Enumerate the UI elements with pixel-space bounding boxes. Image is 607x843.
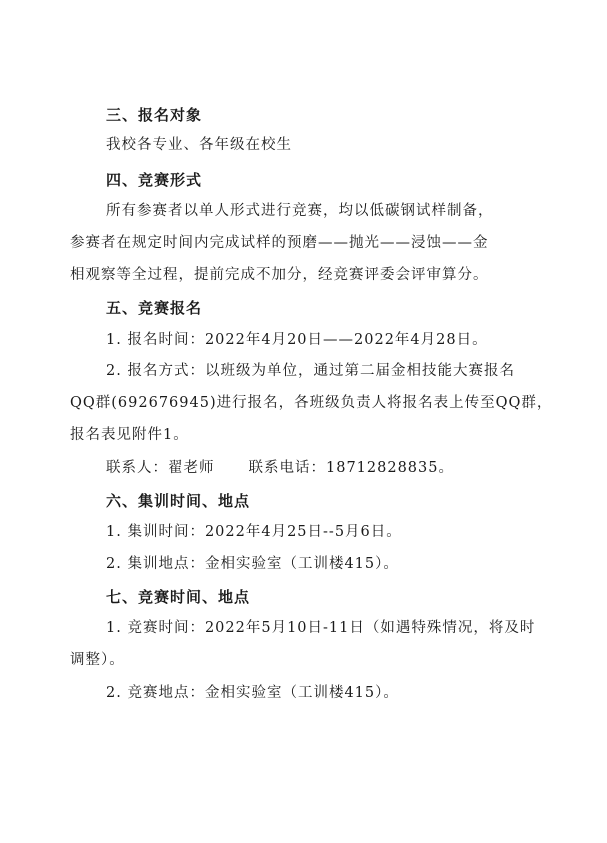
format-text-line-2: 参赛者在规定时间内完成试样的预磨——抛光——浸蚀——金 xyxy=(70,235,489,251)
contact-person-label: 联系人： xyxy=(106,460,168,476)
section-heading-format: 四、竞赛形式 xyxy=(106,171,203,189)
contact-phone-label: 联系电话： xyxy=(248,460,326,476)
contact-phone: 18712828835。 xyxy=(326,460,454,476)
competition-time-line-1: 1. 竞赛时间：2022年5月10日-11日（如遇特殊情况，将及时 xyxy=(106,620,536,636)
format-text-line-1: 所有参赛者以单人形式进行竞赛，均以低碳钢试样制备， xyxy=(106,203,494,219)
registration-method-line-1: 2. 报名方式：以班级为单位，通过第二届金相技能大赛报名 xyxy=(106,363,515,379)
competition-location: 2. 竞赛地点：金相实验室（工训楼415）。 xyxy=(106,685,399,701)
contact-person: 翟老师 xyxy=(168,460,215,476)
contact-line xyxy=(106,458,454,478)
section-heading-registration: 五、竞赛报名 xyxy=(106,299,203,317)
section-heading-training: 六、集训时间、地点 xyxy=(106,492,251,510)
format-text-line-3: 相观察等全过程，提前完成不加分，经竞赛评委会评审算分。 xyxy=(70,267,489,283)
registration-method-line-2: QQ群(692676945)进行报名，各班级负责人将报名表上传至QQ群， xyxy=(70,395,553,411)
competition-time-line-2: 调整）。 xyxy=(70,652,125,668)
registration-method-line-3: 报名表见附件1。 xyxy=(70,427,189,443)
section-heading-competition: 七、竞赛时间、地点 xyxy=(106,588,251,606)
section-heading-eligibility: 三、报名对象 xyxy=(106,106,203,124)
registration-time: 1. 报名时间：2022年4月20日——2022年4月28日。 xyxy=(106,332,488,348)
training-location: 2. 集训地点：金相实验室（工训楼415）。 xyxy=(106,556,399,572)
eligibility-text: 我校各专业、各年级在校生 xyxy=(106,137,292,153)
training-time: 1. 集训时间：2022年4月25日--5月6日。 xyxy=(106,524,402,540)
